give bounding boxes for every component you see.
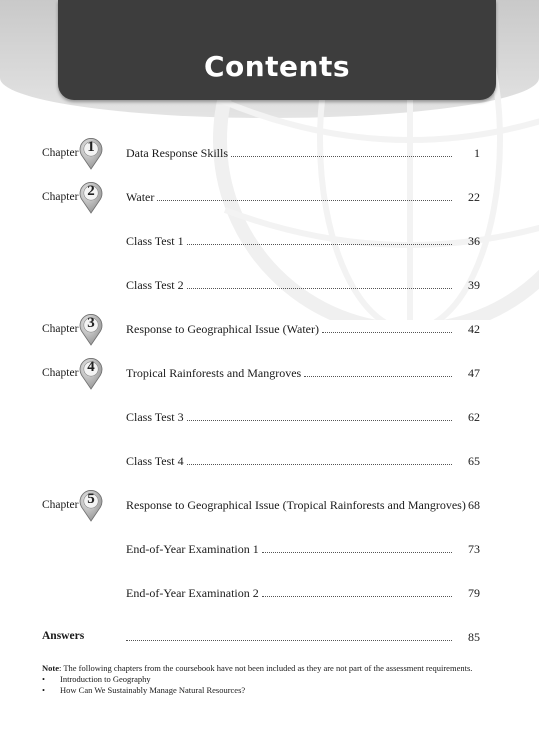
chapter-label: Chapter <box>42 147 79 159</box>
page-number: 42 <box>468 322 480 336</box>
dot-leader <box>231 146 452 157</box>
chapter-label: Chapter <box>42 191 79 203</box>
page-number: 68 <box>468 498 480 512</box>
dot-leader <box>187 454 452 465</box>
note-item: • Introduction to Geography <box>42 674 151 684</box>
toc-entry[interactable] <box>0 490 539 522</box>
map-pin-icon <box>78 490 104 522</box>
chapter-number: 2 <box>87 183 95 199</box>
entry-title: Class Test 2 <box>126 278 184 292</box>
toc-entry[interactable] <box>0 402 539 434</box>
entry-title: Water <box>126 190 155 204</box>
entry-title: Data Response Skills <box>126 146 228 160</box>
entry-title-line <box>126 410 452 425</box>
toc-entry[interactable] <box>0 138 539 170</box>
toc-entry[interactable] <box>0 358 539 390</box>
note-item: • How Can We Sustainably Manage Natural Resources? <box>42 685 246 695</box>
page-number: 36 <box>468 234 480 248</box>
toc-entry[interactable] <box>0 534 539 566</box>
bullet-icon: • <box>42 685 45 695</box>
note-block <box>42 663 512 696</box>
page-number: 1 <box>474 146 480 160</box>
map-pin-icon <box>78 358 104 390</box>
dot-leader <box>262 586 452 597</box>
entry-title: Response to Geographical Issue (Water) <box>126 322 319 336</box>
entry-title: Tropical Rainforests and Mangroves <box>126 366 302 380</box>
entry-title-line <box>126 146 452 161</box>
map-pin-icon <box>78 138 104 170</box>
toc-entry[interactable] <box>0 446 539 478</box>
note-text: : The following chapters from the coursebook have not been included as they are not part of the assessment requirements. <box>59 663 473 673</box>
page-number: 79 <box>468 586 480 600</box>
note-label: Note <box>42 663 59 673</box>
chapter-label: Chapter <box>42 323 79 335</box>
dot-leader <box>187 410 452 421</box>
dot-leader <box>187 234 452 245</box>
entry-title: Class Test 1 <box>126 234 184 248</box>
entry-title-line <box>126 322 452 337</box>
toc-entry[interactable] <box>0 226 539 258</box>
chapter-label: Chapter <box>42 499 79 511</box>
page-number: 47 <box>468 366 480 380</box>
entry-title: End-of-Year Examination 2 <box>126 586 259 600</box>
chapter-number: 3 <box>87 315 95 331</box>
page-number: 65 <box>468 454 480 468</box>
map-pin-icon <box>78 314 104 346</box>
chapter-number: 4 <box>87 359 95 375</box>
entry-title-line <box>126 586 452 601</box>
entry-title-line <box>126 190 452 205</box>
chapter-number: 5 <box>87 491 95 507</box>
note-list <box>42 674 512 696</box>
dot-leader <box>322 322 452 333</box>
entry-title-line <box>126 630 452 641</box>
answers-entry[interactable] <box>0 622 539 654</box>
toc-entry[interactable] <box>0 182 539 214</box>
entry-title-line <box>126 278 452 293</box>
page-number: 62 <box>468 410 480 424</box>
dot-leader <box>187 278 452 289</box>
page-number: 22 <box>468 190 480 204</box>
entry-title: Class Test 4 <box>126 454 184 468</box>
note-line <box>42 663 512 674</box>
page-number: 73 <box>468 542 480 556</box>
entry-title-line <box>126 542 452 557</box>
page-title: Contents <box>203 50 351 83</box>
entry-title-line <box>126 366 452 381</box>
bullet-icon: • <box>42 674 45 684</box>
toc-entry[interactable] <box>0 578 539 610</box>
toc-entry[interactable] <box>0 270 539 302</box>
dot-leader <box>126 630 452 641</box>
header-tab <box>58 0 496 100</box>
chapter-number: 1 <box>87 139 95 155</box>
toc-entry[interactable] <box>0 314 539 346</box>
entry-title-line <box>126 234 452 249</box>
entry-title: Response to Geographical Issue (Tropical Rainforests and Mangroves) <box>126 498 466 512</box>
chapter-label: Chapter <box>42 367 79 379</box>
map-pin-icon <box>78 182 104 214</box>
entry-title-line <box>126 498 486 513</box>
dot-leader <box>157 190 452 201</box>
page-number: 39 <box>468 278 480 292</box>
entry-title: End-of-Year Examination 1 <box>126 542 259 556</box>
entry-title-line <box>126 454 452 469</box>
page-number: 85 <box>468 630 480 644</box>
dot-leader <box>304 366 452 377</box>
answers-label: Answers <box>42 630 85 642</box>
dot-leader <box>262 542 452 553</box>
entry-title: Class Test 3 <box>126 410 184 424</box>
